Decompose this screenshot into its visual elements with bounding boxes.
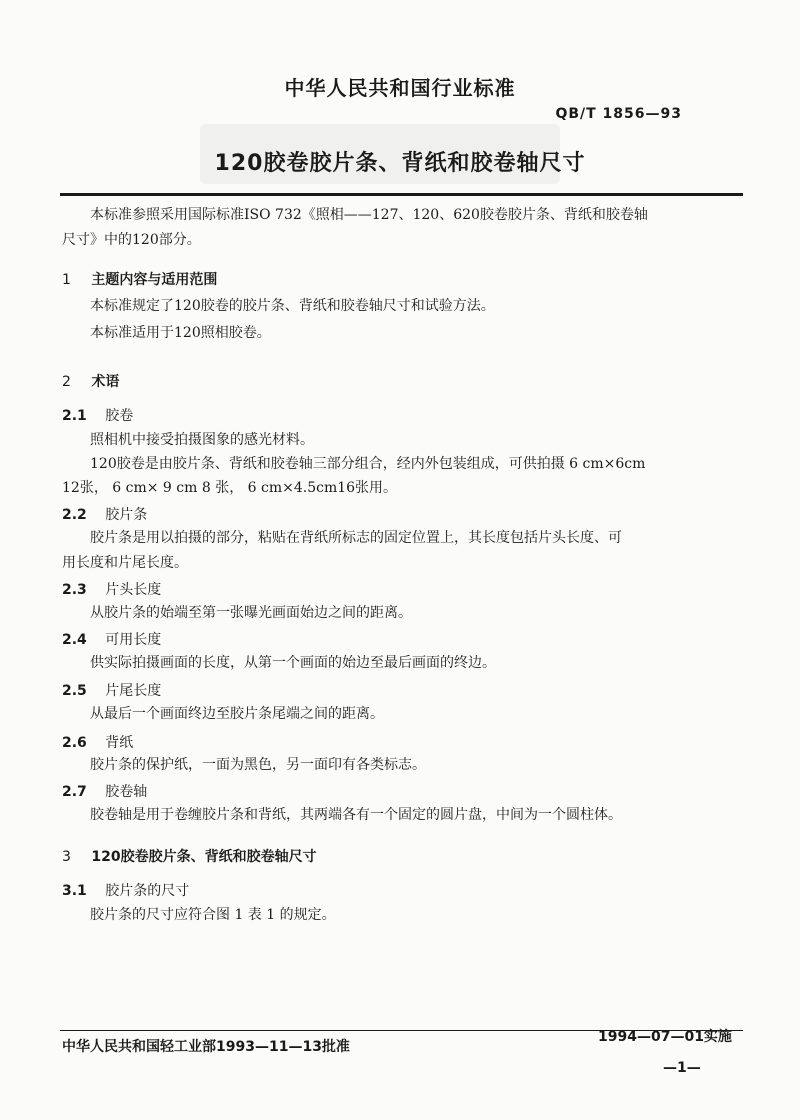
subsection-number: 2.4: [62, 632, 87, 648]
subsection-number: 2.5: [62, 683, 87, 699]
approval-line: 中华人民共和国轻工业部1993—11—13批准: [62, 1039, 350, 1055]
paragraph: 12张， 6 cm× 9 cm 8 张， 6 cm×4.5cm16张用。: [62, 480, 398, 496]
section-1-heading: [62, 268, 217, 292]
subsection-title: 胶卷: [105, 408, 134, 424]
subsection-number: 2.6: [62, 735, 87, 751]
subsection-2-2-heading: [62, 503, 147, 527]
section-number: 2: [62, 374, 71, 390]
paragraph: 本标准规定了120胶卷的胶片条、背纸和胶卷轴尺寸和试验方法。: [90, 298, 495, 314]
paragraph: 胶片条是用以拍摄的部分，粘贴在背纸所标志的固定位置上，其长度包括片头长度、可: [90, 530, 622, 546]
section-title: 术语: [91, 374, 120, 390]
subsection-title: 片头长度: [105, 582, 162, 598]
paragraph: 120胶卷是由胶片条、背纸和胶卷轴三部分组合，经内外包装组成，可供拍摄 6 cm×6cm: [90, 456, 646, 472]
section-title: 120胶卷胶片条、背纸和胶卷轴尺寸: [91, 849, 317, 865]
subsection-2-4-heading: [62, 628, 161, 652]
paragraph: 照相机中接受拍摄图象的感光材料。: [90, 432, 314, 448]
org-title: 中华人民共和国行业标准: [284, 76, 516, 100]
document-title: 120胶卷胶片条、背纸和胶卷轴尺寸: [214, 151, 586, 176]
paragraph: 用长度和片尾长度。: [62, 555, 188, 571]
paragraph: 从胶片条的始端至第一张曝光画面始边之间的距离。: [90, 605, 412, 621]
subsection-2-3-heading: [62, 578, 161, 602]
section-3-heading: [62, 845, 317, 869]
paragraph: 从最后一个画面终边至胶片条尾端之间的距离。: [90, 706, 384, 722]
page-number: —1—: [663, 1060, 701, 1076]
paragraph: 胶卷轴是用于卷缠胶片条和背纸，其两端各有一个固定的圆片盘，中间为一个圆柱体。: [90, 807, 622, 823]
subsection-number: 2.2: [62, 507, 87, 523]
paragraph: 供实际拍摄画面的长度，从第一个画面的始边至最后画面的终边。: [90, 655, 496, 671]
section-number: 1: [62, 272, 71, 288]
subsection-2-5-heading: [62, 679, 161, 703]
subsection-title: 胶卷轴: [105, 784, 148, 800]
subsection-number: 2.7: [62, 784, 87, 800]
subsection-2-1-heading: [62, 404, 133, 428]
subsection-2-7-heading: [62, 780, 147, 804]
subsection-2-6-heading: [62, 731, 133, 755]
standard-number: QB/T 1856—93: [555, 106, 682, 122]
subsection-3-1-heading: [62, 879, 189, 903]
subsection-title: 胶片条的尺寸: [105, 883, 190, 899]
paragraph: 胶片条的保护纸，一面为黑色，另一面印有各类标志。: [90, 757, 426, 773]
subsection-title: 胶片条: [105, 507, 148, 523]
subsection-title: 片尾长度: [105, 683, 162, 699]
paragraph: 胶片条的尺寸应符合图 1 表 1 的规定。: [90, 907, 336, 923]
subsection-number: 2.3: [62, 582, 87, 598]
section-2-heading: [62, 370, 119, 394]
header-rule: [60, 193, 743, 196]
section-title: 主题内容与适用范围: [91, 272, 218, 288]
intro-line-2: 尺寸》中的120部分。: [62, 232, 201, 248]
subsection-number: 2.1: [62, 408, 87, 424]
intro-line-1: 本标准参照采用国际标准ISO 732《照相——127、120、620胶卷胶片条、背纸和胶卷轴: [90, 207, 648, 223]
section-number: 3: [62, 849, 71, 865]
subsection-number: 3.1: [62, 883, 87, 899]
subsection-title: 可用长度: [105, 632, 162, 648]
subsection-title: 背纸: [105, 735, 134, 751]
paragraph: 本标准适用于120照相胶卷。: [90, 325, 271, 341]
effective-date: 1994—07—01实施: [598, 1029, 732, 1045]
